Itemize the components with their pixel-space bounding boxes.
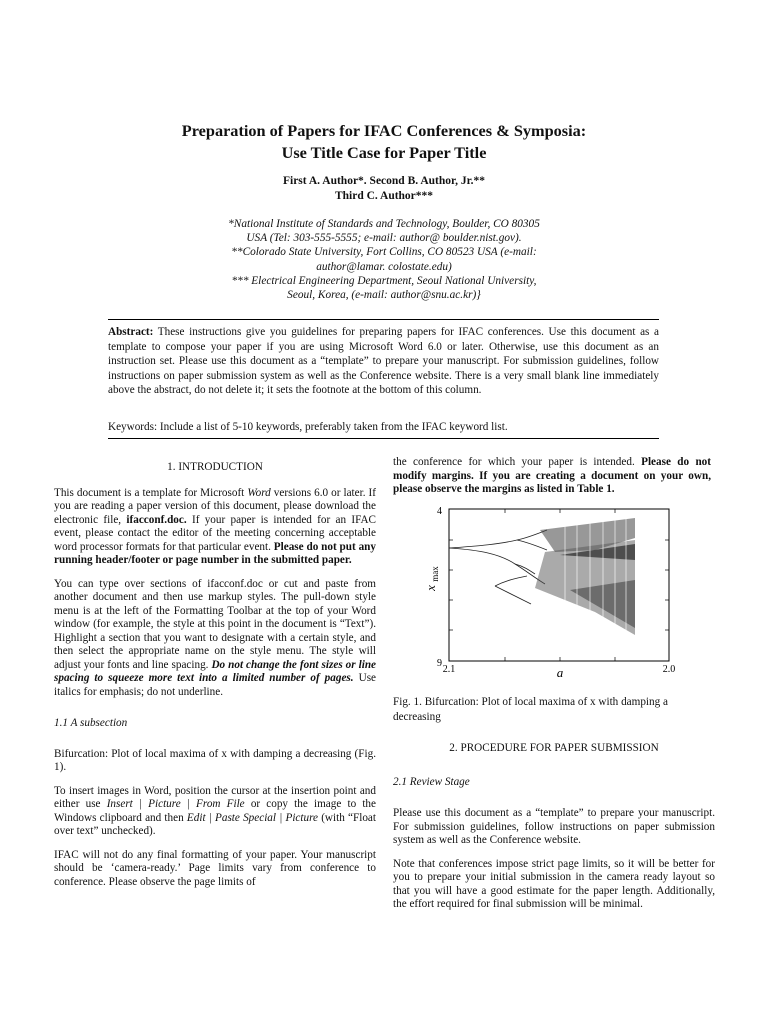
y-bottom-tick-label: 9 <box>437 658 442 669</box>
right-column-top <box>393 456 711 497</box>
left-column <box>54 461 376 889</box>
author-line-2: Third C. Author*** <box>334 190 434 202</box>
section-heading-introduction: 1. INTRODUCTION <box>167 461 263 473</box>
affiliations <box>0 217 768 302</box>
y-axis-label-subscript: max <box>430 566 440 582</box>
review-paragraph-2: Note that conferences impose strict page limits, so it will be better for you to prepare your initial submission in the camera ready layout so that you will have a good estimate for the paper length. Additionally, the effort required for final submission will be minimal. <box>393 857 715 910</box>
x-axis-label: a <box>556 665 564 680</box>
right-paragraph-0: the conference for which your paper is intended. Please do not modify margins. If you are creating a document on your own, please observe the margins as listed in Table 1. <box>393 456 711 495</box>
affiliation-line: author@lamar. colostate.edu) <box>316 260 452 273</box>
x-right-tick-label: 2.0 <box>662 664 676 675</box>
bifurcation-plot <box>395 500 685 680</box>
subsection-heading-review: 2.1 Review Stage <box>393 775 470 788</box>
y-axis-label-group <box>423 566 440 592</box>
subsection-paragraph-2: To insert images in Word, position the cursor at the insertion point and either use Insert | Picture | From File or copy the image to the Windows clipboard and then Edit | Paste Special | Picture (with “Float over text” unchecked). <box>54 784 376 837</box>
affiliation-line: *National Institute of Standards and Technology, Boulder, CO 80305 <box>228 218 540 230</box>
affiliation-line: Seoul, Korea, (e-mail: author@snu.ac.kr)} <box>287 289 481 302</box>
subsection-heading: 1.1 A subsection <box>54 717 128 729</box>
abstract <box>108 325 659 398</box>
affiliation-line: USA (Tel: 303-555-5555; e-mail: author@ boulder.nist.gov). <box>246 232 522 245</box>
title-line-1: Preparation of Papers for IFAC Conferences & Symposia: <box>181 121 587 140</box>
figure-caption: Fig. 1. Bifurcation: Plot of local maxima of x with damping a decreasing <box>393 696 668 723</box>
intro-paragraph-1: This document is a template for Microsoft Word versions 6.0 or later. If you are reading a paper version of this document, please download the electronic file, ifacconf.doc. If your paper is intended for an IFAC event, please contact the editor of the meeting concerning acceptable word processor formats for that particular event. Please do not put any running header/footer or page number in the submitted paper. <box>54 486 377 566</box>
title-line-2: Use Title Case for Paper Title <box>281 143 487 162</box>
bifurcation-figure <box>395 500 685 680</box>
abstract-label: Abstract: <box>108 326 154 338</box>
affiliation-line: *** Electrical Engineering Department, Seoul National University, <box>231 274 537 287</box>
abstract-text: These instructions give you guidelines for preparing papers for IFAC conferences. Use this document as a template to compose your paper if you are using Microsoft Word 6.0 or later. Otherwise, use this document as an instruction set. Please use this document as a “template” to prepare your manuscript. For submission guidelines, follow instructions on paper submission system as well as the Conference website. There is a very small blank line immediately above the abstract, do not delete it; it sets the footnote at the bottom of this column. <box>108 326 659 396</box>
section-heading-procedure: 2. PROCEDURE FOR PAPER SUBMISSION <box>449 742 659 754</box>
keywords-label: Keywords: <box>108 421 158 433</box>
y-axis-label: x <box>423 585 438 591</box>
x-left-tick-label: 2.1 <box>442 664 456 675</box>
intro-paragraph-2: You can type over sections of ifacconf.doc or cut and paste from another document and then use markup styles. The pull-down style menu is at the left of the Formatting Toolbar at the top of your Word window (for example, the style at this point in the document is “Text”). Highlight a section that you want to designate with a certain style, and then select the appropriate name on the style menu. The style will adjust your fonts and line spacing. Do not change the font sizes or line spacing to squeeze more text into a limited number of pages. Use italics for emphasis; do not underline. <box>54 577 377 698</box>
review-paragraph-1: Please use this document as a “template” to prepare your manuscript. For submission guidelines, follow instructions on paper submission system as well as the Conference website. <box>393 807 715 846</box>
abstract-bottom-rule <box>108 438 659 439</box>
keywords <box>108 420 659 435</box>
author-list <box>0 174 768 204</box>
author-line-1: First A. Author*. Second B. Author, Jr.** <box>282 175 486 187</box>
affiliation-line: **Colorado State University, Fort Collins, CO 80523 USA (e-mail: <box>231 246 537 259</box>
paper-title <box>0 120 768 164</box>
y-top-tick-label: 4 <box>437 506 442 517</box>
subsection-paragraph-3: IFAC will not do any final formatting of your paper. Your manuscript should be ‘camera-ready.’ Page limits vary from conference to conference. Please observe the page limits of <box>54 848 376 888</box>
right-column-bottom <box>393 742 715 912</box>
subsection-paragraph-1: Bifurcation: Plot of local maxima of x with damping a decreasing (Fig. 1). <box>54 747 376 773</box>
keywords-text: Include a list of 5-10 keywords, preferably taken from the IFAC keyword list. <box>159 421 508 433</box>
abstract-top-rule <box>108 319 659 320</box>
